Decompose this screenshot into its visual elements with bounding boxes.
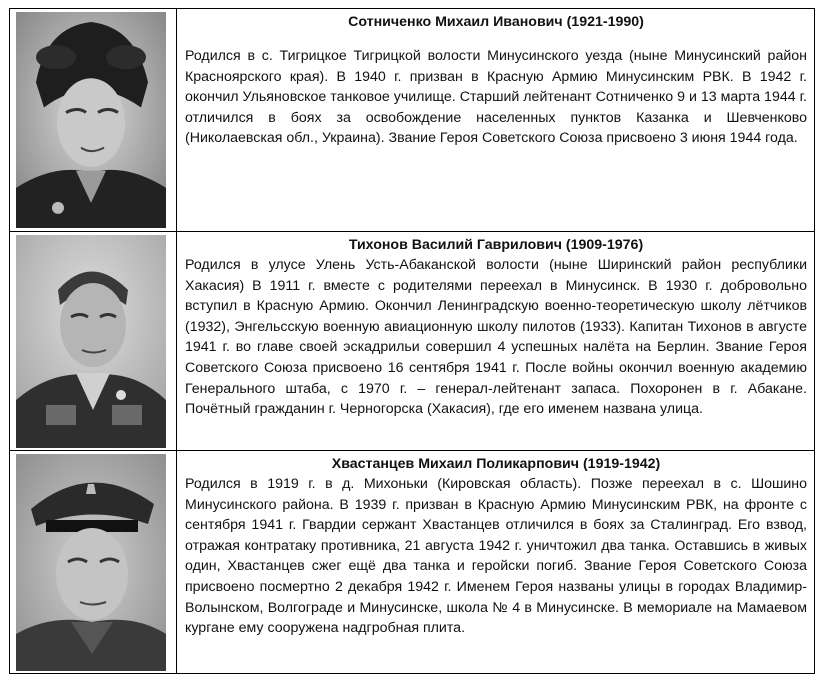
photo-cell [10,451,177,674]
hero-bio: Родился в с. Тигрицкое Тигрицкой волости Минусинского уезда (ныне Минусинский район Красноярского края). В 1940 г. призван в Красную Армию Минусинским РВК. В 1942 г. окончил Ульяновское танковое училище. Старший лейтенант Сотниченко 9 и 13 марта 1944 г. отличился в боях за освобождение населенных пунктов Казанка и Шевченково (Николаевская обл., Украина). Звание Героя Советского Союза присвоено 3 июня 1944 года. [185,48,807,147]
portrait-photo [16,12,166,228]
portrait-photo [16,454,166,671]
heroes-table [9,8,815,674]
text-cell [177,451,814,674]
hero-name: Сотниченко Михаил Иванович (1921-1990) [348,14,644,30]
portrait-general-image [16,235,166,448]
portrait-sergeant-image [16,454,166,671]
hero-bio: Родился в улусе Улень Усть-Абаканской волости (ныне Ширинский район республики Хакасия) В 1911 г. вместе с родителями переехал в Минусинск. В 1930 г. добровольно вступил в Красную Армию. Окончил Ленинградскую военно-теоретическую школу лётчиков (1932), Энгельсскую военную авиационную школу пилотов (1933). Капитан Тихонов в августе 1941 г. во главе своей эскадрильи совершил 4 успешных налёта на Берлин. Звание Героя Советского Союза присвоено 16 сентября 1941 г. После войны окончил военную академию Генерального штаба, с 1970 г. – генерал-лейтенант запаса. Похоронен в г. Абакане. Почётный гражданин г. Черногорска (Хакасия), где его именем названа улица. [185,257,807,418]
text-cell [177,232,814,451]
hero-name: Хвастанцев Михаил Поликарпович (1919-1942) [331,456,661,472]
portrait-photo [16,235,166,448]
portrait-pilot-image [16,12,166,228]
hero-bio: Родился в 1919 г. в д. Михоньки (Кировская область). Позже переехал в с. Шошино Минусинского района. В 1939 г. призван в Красную Армию Минусинским РВК, на фронте с сентября 1941 г. Гвардии сержант Хвастанцев отличился в боях за Сталинград. Его взвод, отражая контратаку противника, 21 августа 1942 г. уничтожил два танка. Оставшись в живых один, Хвастанцев сжег ещё два танка и геройски погиб. Звание Героя Советского Союза присвоено посмертно 2 декабря 1942 г. Именем Героя названы улицы в городах Владимир-Волынском, Волгограде и Минусинске, школа № 4 в Минусинске. В мемориале на Мамаевом кургане ему сооружена надгробная плита. [185,476,807,637]
photo-cell [10,232,177,451]
photo-cell [10,9,177,231]
hero-row [10,450,814,674]
text-cell [177,9,814,231]
hero-row [10,231,814,451]
hero-row [10,9,814,231]
hero-name: Тихонов Василий Гаврилович (1909-1976) [348,237,644,253]
